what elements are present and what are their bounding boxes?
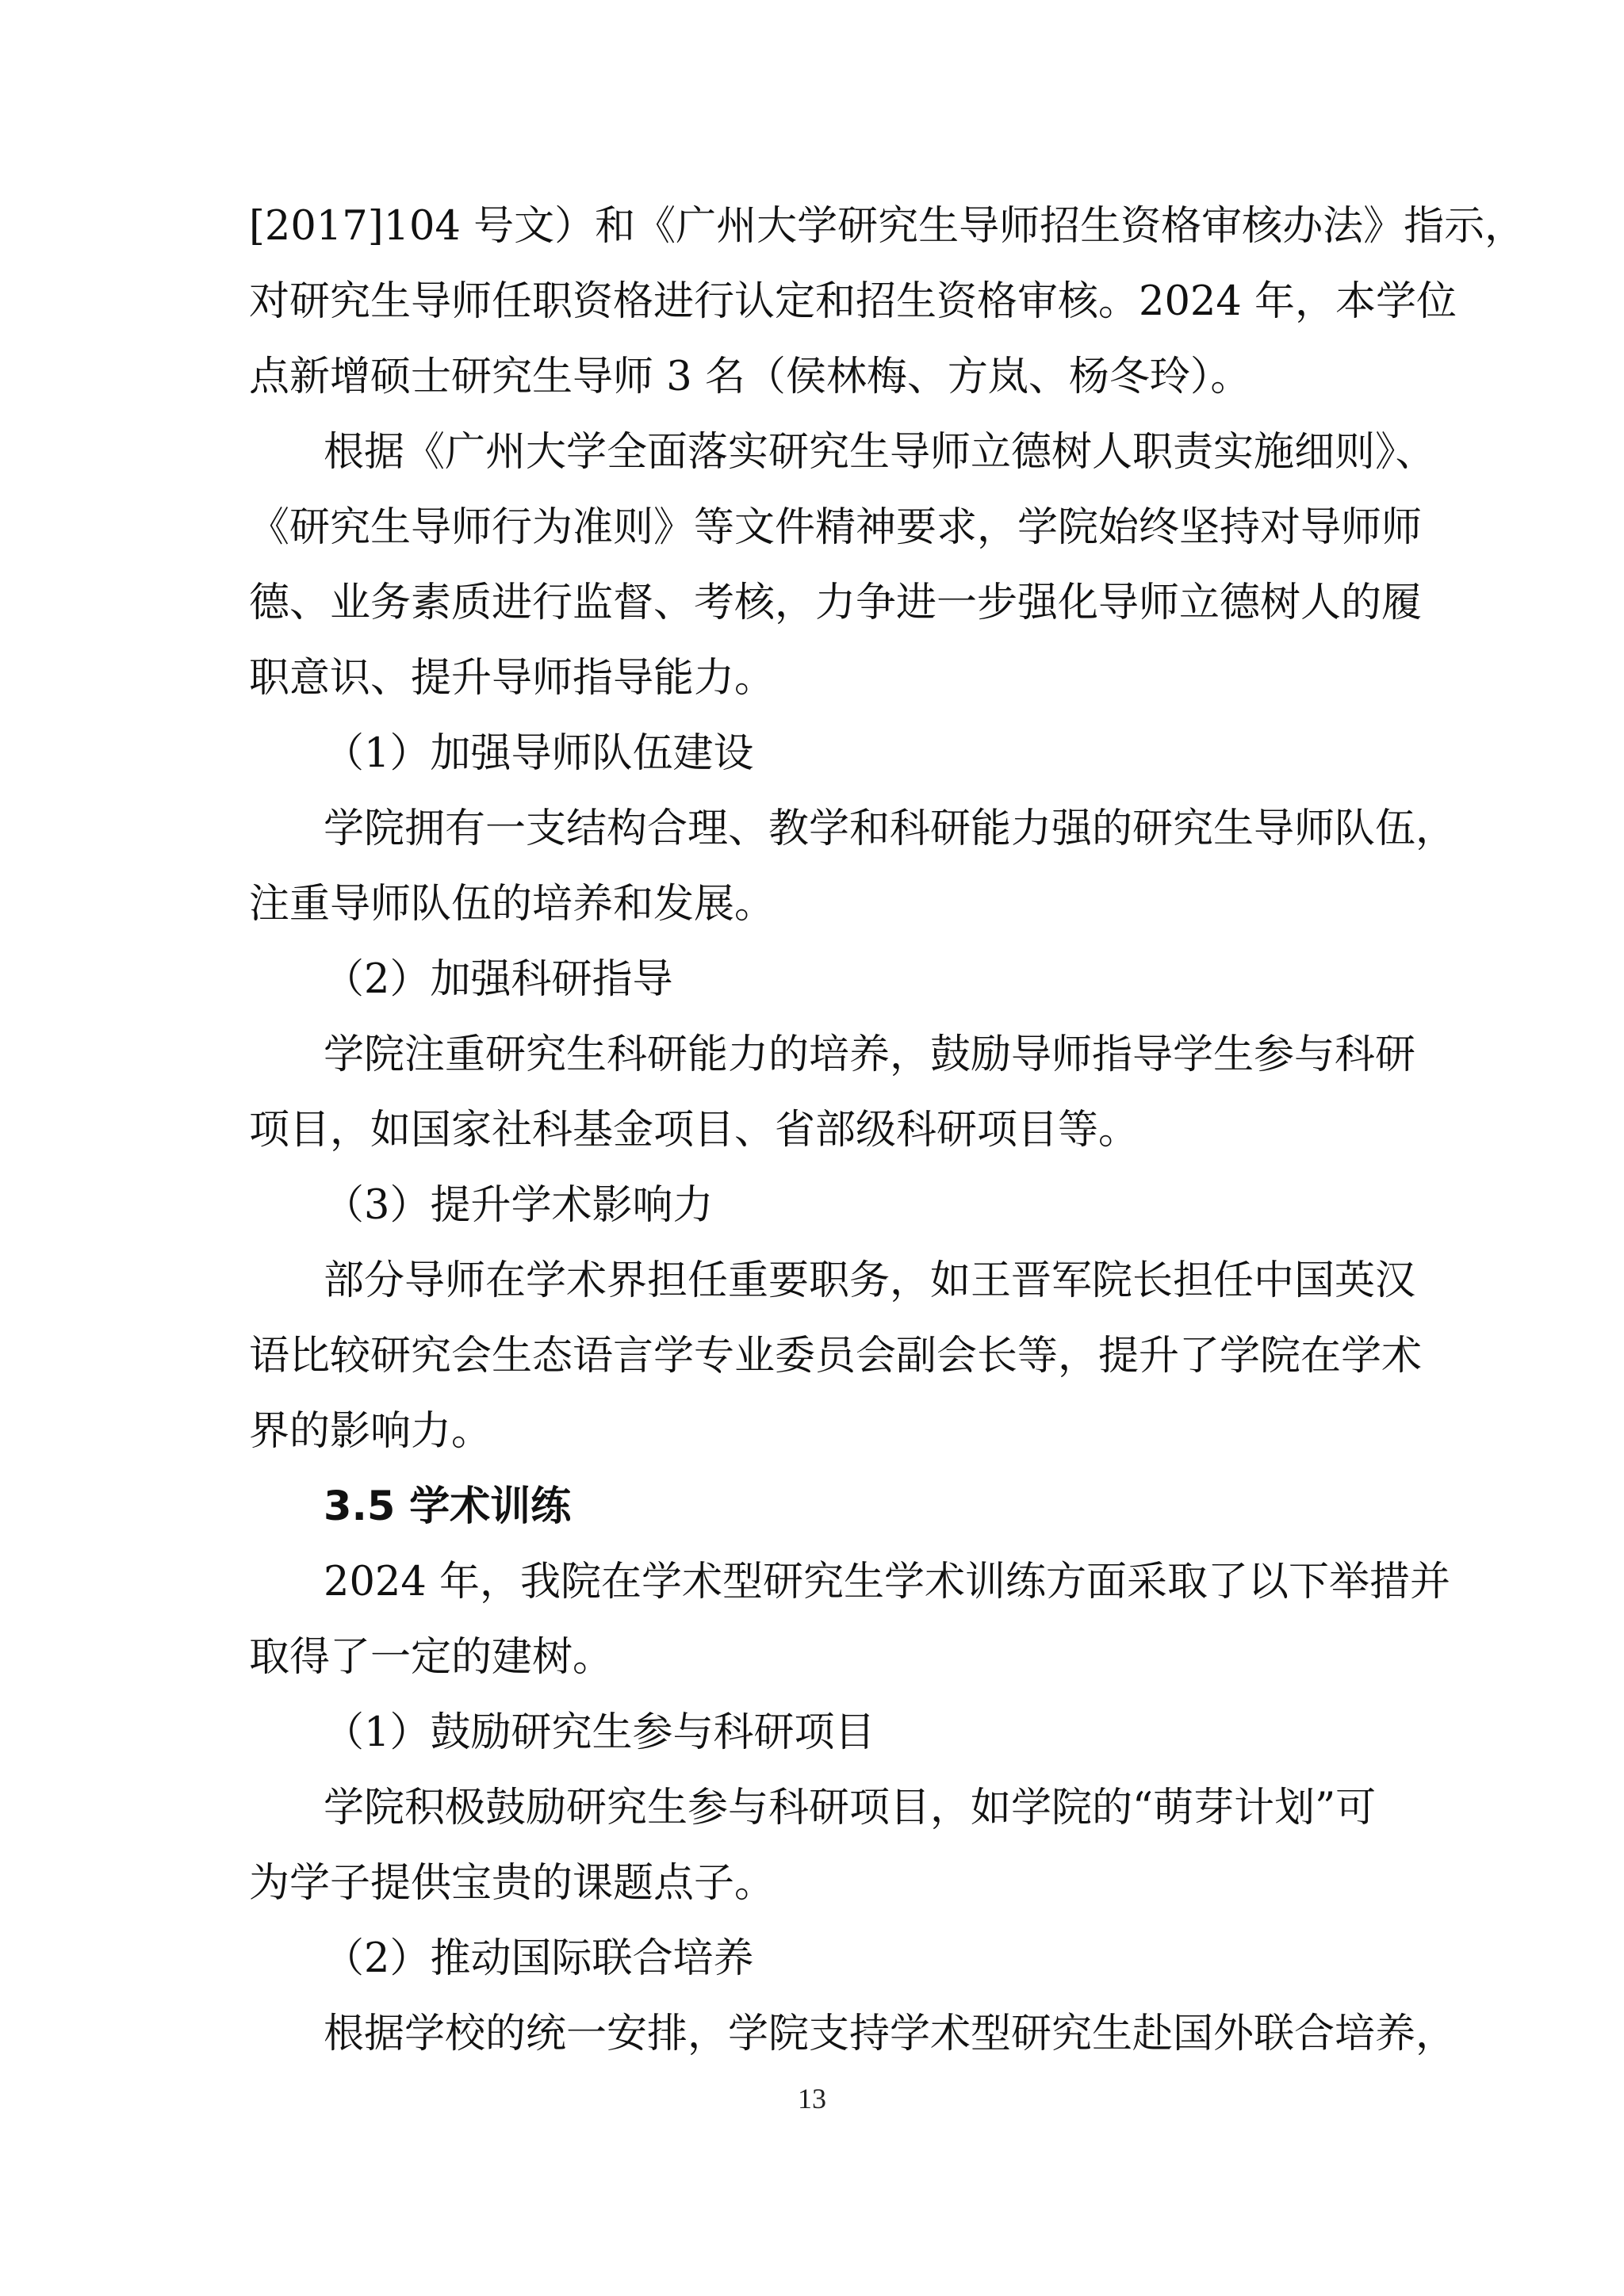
- subheading: （1）鼓励研究生参与科研项目: [324, 1709, 875, 1756]
- page-number: 13: [798, 2083, 826, 2114]
- text-line: 德、业务素质进行监督、考核，力争进一步强化导师立德树人的履: [249, 580, 1423, 626]
- text-line: 语比较研究会生态语言学专业委员会副会长等，提升了学院在学术: [249, 1333, 1423, 1380]
- text-line: 根据学校的统一安排，学院支持学术型研究生赴国外联合培养，: [324, 2011, 1457, 2057]
- text-line: 为学子提供宝贵的课题点子。: [249, 1860, 776, 1907]
- text-line: 学院积极鼓励研究生参与科研项目，如学院的“萌芽计划”可: [324, 1785, 1377, 1831]
- section-heading: 3.5 学术训练: [324, 1483, 572, 1530]
- text-line: 2024 年，我院在学术型研究生学术训练方面采取了以下举措并: [324, 1559, 1451, 1605]
- text-line: 注重导师队伍的培养和发展。: [249, 881, 776, 928]
- body-text: [249, 189, 1526, 2072]
- text-line: 取得了一定的建树。: [249, 1634, 614, 1681]
- subheading: （2）加强科研指导: [324, 956, 673, 1003]
- subheading: （1）加强导师队伍建设: [324, 730, 754, 777]
- text-line: 点新增硕士研究生导师 3 名（侯林梅、方岚、杨冬玲）。: [249, 354, 1251, 400]
- text-line: 学院拥有一支结构合理、教学和科研能力强的研究生导师队伍，: [324, 806, 1457, 852]
- subheading: （2）推动国际联合培养: [324, 1935, 754, 1982]
- text-line: 根据《广州大学全面落实研究生导师立德树人职责实施细则》、: [324, 429, 1436, 476]
- text-line: 项目，如国家社科基金项目、省部级科研项目等。: [249, 1107, 1139, 1154]
- text-line: 学院注重研究生科研能力的培养，鼓励导师指导学生参与科研: [324, 1031, 1416, 1078]
- subheading: （3）提升学术影响力: [324, 1182, 714, 1229]
- text-line: [2017]104 号文）和《广州大学研究生导师招生资格审核办法》指示，: [249, 203, 1526, 250]
- text-line: 对研究生导师任职资格进行认定和招生资格审核。2024 年，本学位: [249, 278, 1457, 325]
- text-line: 部分导师在学术界担任重要职务，如王晋军院长担任中国英汉: [324, 1257, 1416, 1304]
- text-line: 《研究生导师行为准则》等文件精神要求，学院始终坚持对导师师: [249, 504, 1423, 551]
- text-line: 职意识、提升导师指导能力。: [249, 655, 776, 702]
- text-line: 界的影响力。: [249, 1408, 492, 1455]
